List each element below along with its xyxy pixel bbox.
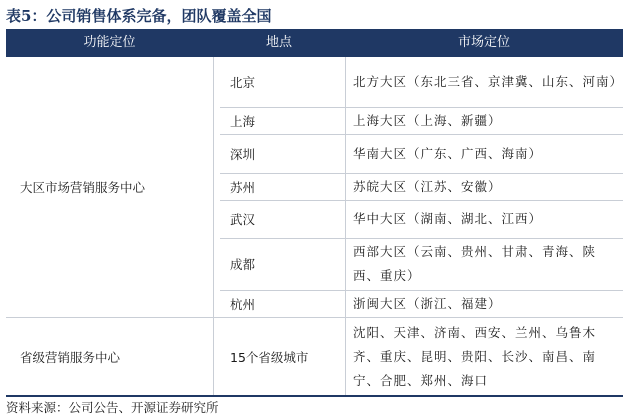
market-cell: 西部大区（云南、贵州、甘肃、青海、陕西、重庆） bbox=[353, 244, 597, 283]
location-cell: 成都 bbox=[230, 257, 256, 272]
column-divider bbox=[213, 57, 214, 397]
table-title: 表5：公司销售体系完备，团队覆盖全国 bbox=[6, 7, 272, 25]
market-cell: 北方大区（东北三省、京津冀、山东、河南） bbox=[353, 74, 624, 89]
source-note: 资料来源：公司公告、开源证券研究所 bbox=[6, 400, 219, 415]
header-function: 功能定位 bbox=[83, 35, 136, 50]
location-cell: 上海 bbox=[230, 113, 256, 129]
location-cell: 杭州 bbox=[230, 296, 256, 312]
function-cell: 大区市场营销服务中心 bbox=[20, 180, 146, 195]
location-cell: 北京 bbox=[230, 75, 256, 90]
market-cell: 沈阳、天津、济南、西安、兰州、乌鲁木齐、重庆、昆明、贵阳、长沙、南昌、南宁、合肥、郑州、海口 bbox=[353, 324, 597, 388]
market-cell: 华南大区（广东、广西、海南） bbox=[353, 145, 543, 161]
market-cell: 浙闽大区（浙江、福建） bbox=[353, 295, 502, 311]
location-cell: 15个省级城市 bbox=[230, 349, 309, 365]
table-body bbox=[6, 57, 623, 397]
location-cell: 深圳 bbox=[230, 146, 256, 162]
location-cell: 武汉 bbox=[230, 212, 256, 227]
column-divider bbox=[345, 57, 346, 397]
market-cell: 上海大区（上海、新疆） bbox=[353, 112, 502, 128]
location-cell: 苏州 bbox=[230, 179, 256, 195]
market-cell: 苏皖大区（江苏、安徽） bbox=[353, 178, 502, 194]
function-cell: 省级营销服务中心 bbox=[20, 349, 121, 365]
header-market: 市场定位 bbox=[457, 35, 510, 50]
market-cell: 华中大区（湖南、湖北、江西） bbox=[353, 211, 543, 226]
header-location: 地点 bbox=[265, 35, 292, 50]
table-bottom-border bbox=[6, 395, 623, 397]
table-header bbox=[6, 29, 623, 57]
